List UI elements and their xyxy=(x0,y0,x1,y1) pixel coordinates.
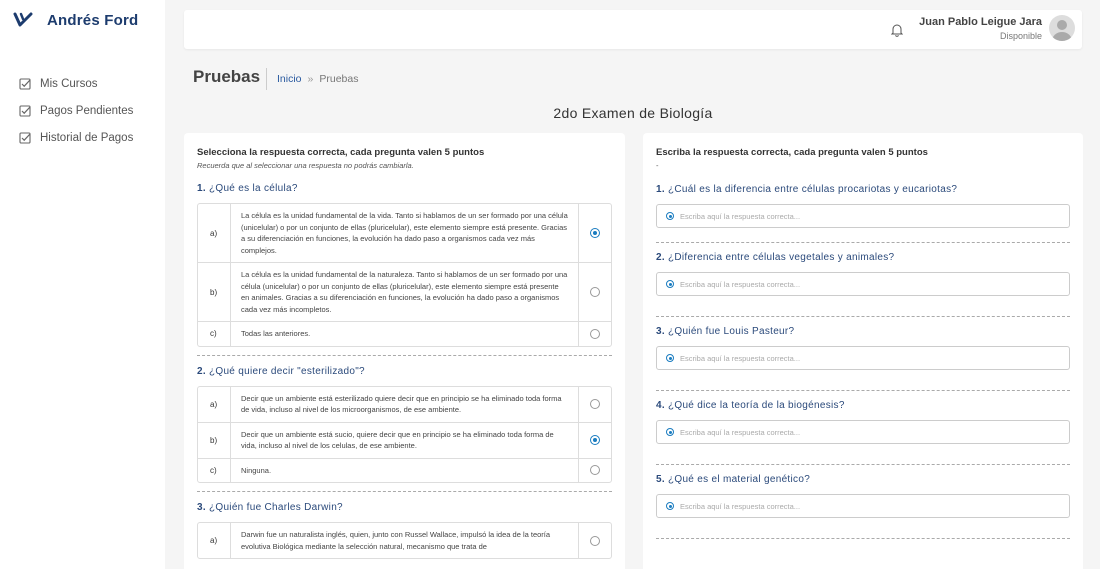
question-number: 3. xyxy=(656,326,665,337)
option-letter: c) xyxy=(210,329,217,339)
sidebar-item-label: Mis Cursos xyxy=(40,77,98,90)
option-row[interactable] xyxy=(198,523,611,558)
question-number: 3. xyxy=(197,502,206,513)
option-radio[interactable] xyxy=(590,287,600,297)
topbar xyxy=(184,10,1082,49)
sidebar-item-mis-cursos[interactable] xyxy=(19,70,133,97)
question-divider xyxy=(656,242,1070,243)
option-row[interactable] xyxy=(198,204,611,262)
answer-input[interactable] xyxy=(680,280,1069,289)
question-number: 1. xyxy=(197,183,206,194)
option-letter: b) xyxy=(210,435,218,445)
breadcrumb xyxy=(277,73,358,85)
card-note: Recuerda que al seleccionar una respuesta no podrás cambiarla. xyxy=(197,161,414,170)
radio-dot-icon xyxy=(666,280,674,288)
question-text: ¿Qué quiere decir "esterilizado"? xyxy=(208,365,365,377)
option-letter: b) xyxy=(210,287,218,297)
question-number: 5. xyxy=(656,474,665,485)
card-heading: Selecciona la respuesta correcta, cada pregunta valen 5 puntos xyxy=(197,147,485,158)
avatar[interactable] xyxy=(1049,15,1075,41)
question-divider xyxy=(656,316,1070,317)
question-title xyxy=(656,474,1070,485)
option-text: Darwin fue un naturalista inglés, quien, junto con Russel Wallace, impulsó la idea de la teoría evolutiva Biológica mediante la selección natural, mecanismo que trata de xyxy=(230,523,579,558)
sidebar-item-label: Pagos Pendientes xyxy=(40,104,134,117)
option-row[interactable] xyxy=(198,422,611,458)
answer-field[interactable] xyxy=(656,420,1070,444)
card-heading: Escriba la respuesta correcta, cada pregunta valen 5 puntos xyxy=(656,147,928,158)
answer-field[interactable] xyxy=(656,494,1070,518)
option-radio[interactable] xyxy=(590,329,600,339)
breadcrumb-current: Pruebas xyxy=(319,73,359,85)
user-avatar-icon xyxy=(1049,15,1075,41)
answer-field[interactable] xyxy=(656,346,1070,370)
answer-input[interactable] xyxy=(680,502,1069,511)
option-radio[interactable] xyxy=(590,228,600,238)
option-text: La célula es la unidad fundamental de la naturaleza. Tanto si hablamos de un ser formado por una célula (unicelular) o por un conjunto de ellas (pluricelular), este elemento siempre está presente en animales. Gracias a su diferenciación en funciones, la evolución ha dado paso a organismos cada vez más incompletos. xyxy=(230,263,579,321)
divider xyxy=(266,68,267,90)
option-text: Todas las anteriores. xyxy=(230,322,579,346)
question-divider xyxy=(656,538,1070,539)
question-text: ¿Qué es la célula? xyxy=(208,183,298,194)
option-radio-cell xyxy=(579,204,611,262)
option-radio-cell xyxy=(579,387,611,422)
options-table xyxy=(197,203,612,347)
question-title xyxy=(656,252,1070,263)
question-title xyxy=(656,184,1070,195)
option-row[interactable] xyxy=(198,458,611,483)
option-letter: a) xyxy=(210,399,218,409)
question-number: 1. xyxy=(656,184,665,195)
question-text: ¿Quién fue Charles Darwin? xyxy=(208,502,343,513)
breadcrumb-home-link[interactable]: Inicio xyxy=(277,73,302,85)
option-radio[interactable] xyxy=(590,536,600,546)
options-table xyxy=(197,386,612,484)
answer-input[interactable] xyxy=(680,354,1069,363)
option-text: Decir que un ambiente está esterilizado quiere decir que en principio se ha eliminado toda forma de vida, incluso al nivel de los microorganismos, de ese ambiente. xyxy=(230,387,579,422)
option-text: La célula es la unidad fundamental de la vida. Tanto si hablamos de un ser formado por una célula (unicelular) o por un conjunto de ellas (pluricelular), este elemento siempre está presente. Gracias a su diferenciación en funciones, la evolución ha dado paso a organismos cada vez más complejos. xyxy=(230,204,579,262)
option-letter: a) xyxy=(210,228,218,238)
radio-dot-icon xyxy=(666,502,674,510)
sidebar xyxy=(0,0,165,569)
option-radio[interactable] xyxy=(590,465,600,475)
option-radio[interactable] xyxy=(590,399,600,409)
option-radio-cell xyxy=(579,322,611,346)
option-row[interactable] xyxy=(198,262,611,321)
question-number: 2. xyxy=(656,252,665,263)
question-title xyxy=(197,366,612,377)
brand-logo-icon xyxy=(13,11,33,29)
option-text: Ninguna. xyxy=(230,459,579,483)
question-text: ¿Cuál es la diferencia entre células procariotas y eucariotas? xyxy=(667,184,958,195)
option-row[interactable] xyxy=(198,321,611,346)
sidebar-item-label: Historial de Pagos xyxy=(40,131,134,144)
option-radio[interactable] xyxy=(590,435,600,445)
question-title xyxy=(656,400,1070,411)
option-radio-cell xyxy=(579,523,611,558)
page-title: Pruebas xyxy=(193,67,261,86)
radio-dot-icon xyxy=(666,354,674,362)
question-number: 2. xyxy=(197,365,206,377)
multiple-choice-card xyxy=(184,133,625,569)
option-text: Decir que un ambiente está sucio, quiere decir que en principio se ha eliminado toda forma de vida, incluso al nivel de los celulas, de ese ambiente. xyxy=(230,423,579,458)
bell-icon[interactable] xyxy=(891,23,903,37)
question-text: ¿Qué dice la teoría de la biogénesis? xyxy=(667,400,845,411)
card-subnote: - xyxy=(656,161,659,170)
open-answer-card xyxy=(643,133,1083,569)
sidebar-item-historial-de-pagos[interactable] xyxy=(19,124,133,151)
brand[interactable] xyxy=(13,11,138,29)
exam-title: 2do Examen de Biología xyxy=(553,105,713,121)
question-divider xyxy=(197,355,612,356)
brand-name: Andrés Ford xyxy=(47,11,139,29)
answer-input[interactable] xyxy=(680,212,1069,221)
checkbox-icon xyxy=(19,78,31,90)
user-status: Disponible xyxy=(999,31,1042,41)
option-letter: c) xyxy=(210,465,217,475)
option-row[interactable] xyxy=(198,387,611,422)
answer-field[interactable] xyxy=(656,204,1070,228)
question-text: ¿Quién fue Louis Pasteur? xyxy=(667,326,795,337)
option-letter: a) xyxy=(210,536,218,545)
question-title xyxy=(197,502,612,513)
options-table xyxy=(197,522,612,559)
answer-field[interactable] xyxy=(656,272,1070,296)
question-title xyxy=(656,326,1070,337)
option-radio-cell xyxy=(579,263,611,321)
question-divider xyxy=(197,491,612,492)
question-divider xyxy=(656,464,1070,465)
question-text: ¿Qué es el material genético? xyxy=(667,474,811,485)
checkbox-icon xyxy=(19,132,31,144)
option-radio-cell xyxy=(579,423,611,458)
breadcrumb-separator: » xyxy=(307,73,314,85)
user-name[interactable]: Juan Pablo Leigue Jara xyxy=(919,16,1042,28)
question-number: 4. xyxy=(656,400,665,411)
question-text: ¿Diferencia entre células vegetales y animales? xyxy=(667,252,895,263)
question-divider xyxy=(656,390,1070,391)
question-title xyxy=(197,183,612,194)
radio-dot-icon xyxy=(666,212,674,220)
radio-dot-icon xyxy=(666,428,674,436)
option-radio-cell xyxy=(579,459,611,483)
answer-input[interactable] xyxy=(680,428,1069,437)
